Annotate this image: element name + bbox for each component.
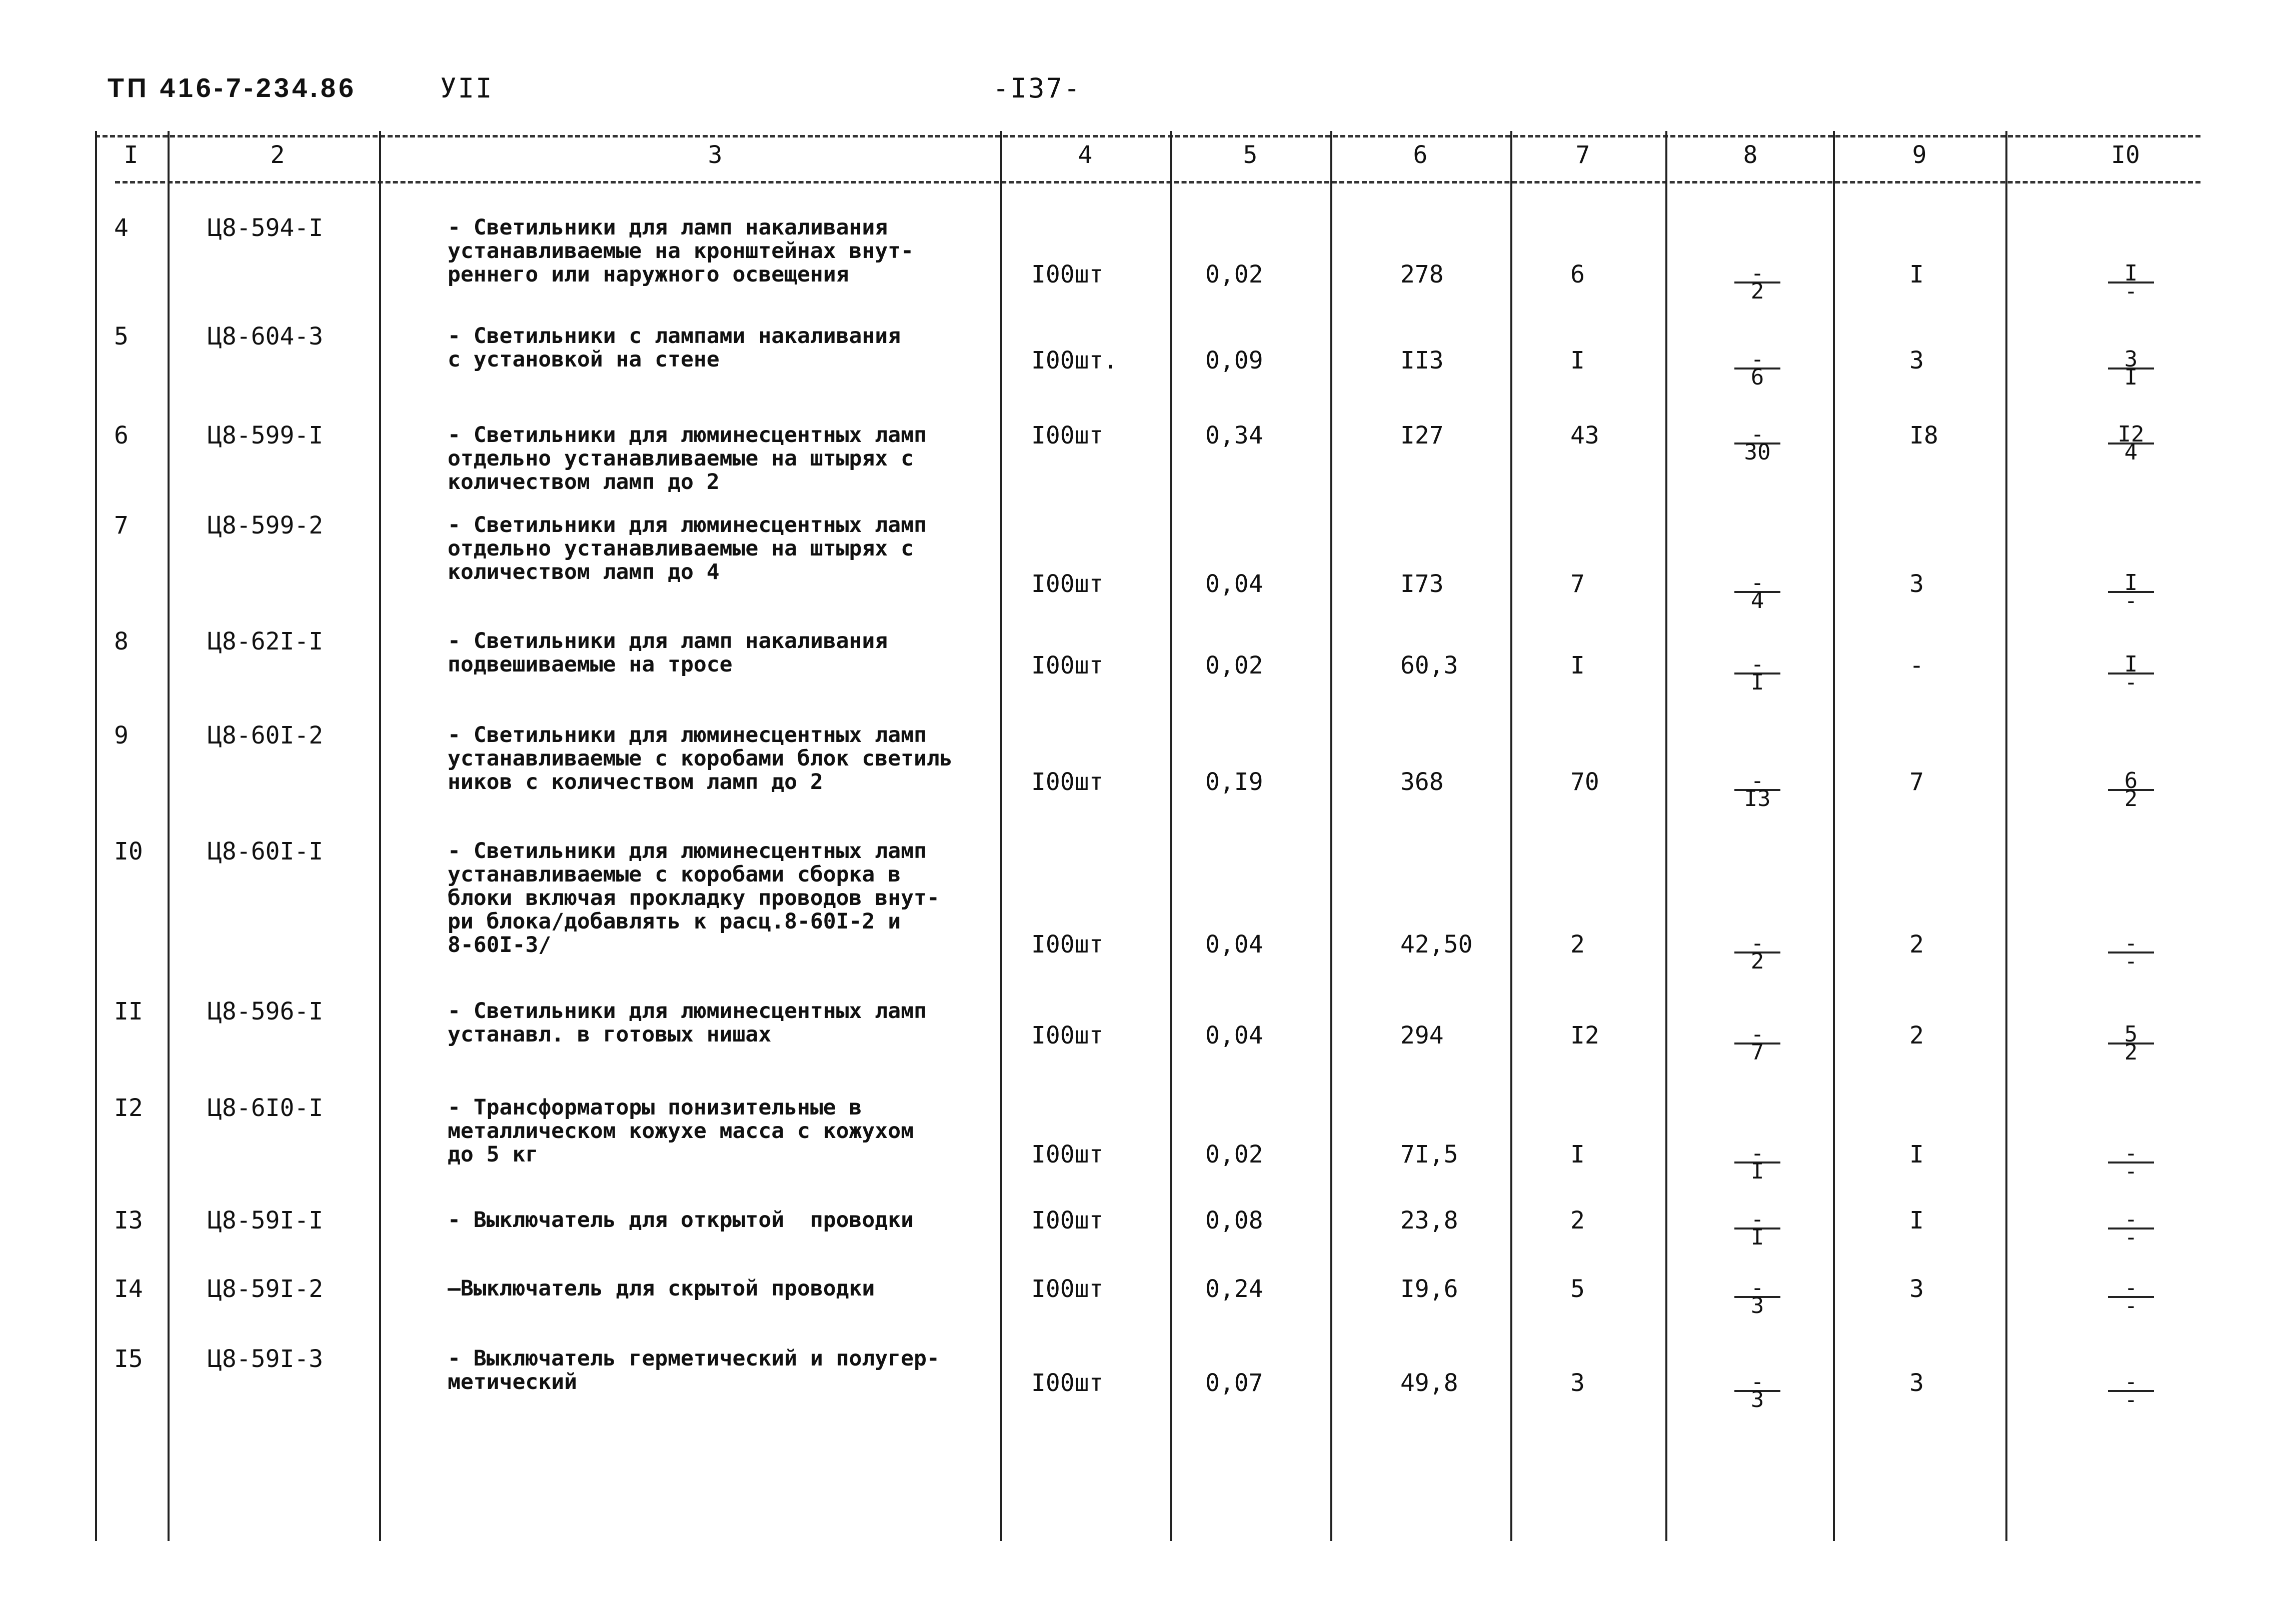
column-7-value: I2 bbox=[1570, 1022, 1599, 1050]
column-8-fraction-denominator: 4 bbox=[1750, 588, 1764, 614]
work-description: —Выключатель для скрытой проводки bbox=[448, 1276, 875, 1301]
column-10-fraction-numerator: - bbox=[2124, 1369, 2138, 1394]
column-divider bbox=[1510, 131, 1512, 1541]
column-8-fraction bbox=[1734, 1275, 1780, 1318]
row-number: 9 bbox=[114, 722, 129, 750]
column-10-fraction-numerator: - bbox=[2124, 1140, 2138, 1166]
work-description: - Трансформаторы понизительные в металлическом кожухе масса с кожухом до 5 кг bbox=[448, 1095, 914, 1167]
column-header: 3 bbox=[708, 141, 723, 169]
row-number: I4 bbox=[114, 1275, 143, 1303]
column-header: 4 bbox=[1078, 141, 1093, 169]
column-8-fraction-numerator: - bbox=[1750, 930, 1764, 956]
column-10-fraction bbox=[2108, 768, 2154, 812]
column-7-value: 7 bbox=[1570, 570, 1585, 598]
column-header: 6 bbox=[1413, 141, 1428, 169]
column-10-fraction bbox=[2108, 1206, 2154, 1250]
column-10-fraction bbox=[2108, 346, 2154, 390]
column-10-fraction bbox=[2108, 652, 2154, 695]
row-number: 7 bbox=[114, 512, 129, 540]
column-6-value: 368 bbox=[1400, 768, 1444, 796]
unit-of-measure: I00шт bbox=[1031, 422, 1104, 450]
rate-code: Ц8-59I-I bbox=[208, 1206, 324, 1234]
page-number: -I37- bbox=[993, 72, 1082, 104]
column-6-value: 60,3 bbox=[1400, 652, 1458, 680]
column-6-value: 42,50 bbox=[1400, 930, 1473, 958]
column-6-value: 7I,5 bbox=[1400, 1140, 1458, 1168]
quantity: 0,04 bbox=[1205, 570, 1263, 598]
rate-code: Ц8-599-I bbox=[208, 422, 324, 450]
column-9-value: I bbox=[1909, 1140, 1924, 1168]
column-10-fraction-denominator: 2 bbox=[2124, 786, 2138, 812]
column-8-fraction-denominator: I bbox=[1750, 670, 1764, 695]
column-8-fraction bbox=[1734, 652, 1780, 695]
column-9-value: I bbox=[1909, 1206, 1924, 1234]
unit-of-measure: I00шт bbox=[1031, 260, 1104, 288]
column-divider bbox=[1000, 131, 1002, 1541]
column-6-value: 49,8 bbox=[1400, 1369, 1458, 1397]
column-8-fraction bbox=[1734, 1140, 1780, 1184]
column-8-fraction bbox=[1734, 768, 1780, 812]
unit-of-measure: I00шт bbox=[1031, 1206, 1104, 1234]
unit-of-measure: I00шт bbox=[1031, 930, 1104, 958]
column-10-fraction-numerator: I bbox=[2124, 652, 2138, 677]
column-10-fraction-denominator: - bbox=[2124, 670, 2138, 695]
column-8-fraction-denominator: 6 bbox=[1750, 364, 1764, 390]
column-8-fraction bbox=[1734, 930, 1780, 974]
column-9-value: - bbox=[1909, 652, 1924, 680]
column-8-fraction bbox=[1734, 1369, 1780, 1412]
column-7-value: 70 bbox=[1570, 768, 1599, 796]
column-10-fraction-numerator: I2 bbox=[2117, 422, 2144, 447]
header-top-rule bbox=[95, 135, 2200, 138]
unit-of-measure: I00шт bbox=[1031, 570, 1104, 598]
work-description: - Светильники для люминесцентных ламп отдельно устанавливаемые на штырях с количеством ламп до 4 bbox=[448, 512, 927, 584]
column-8-fraction bbox=[1734, 570, 1780, 614]
column-6-value: I9,6 bbox=[1400, 1275, 1458, 1303]
column-10-fraction-numerator: - bbox=[2124, 1275, 2138, 1300]
column-10-fraction-denominator: - bbox=[2124, 948, 2138, 974]
column-header: 2 bbox=[270, 141, 285, 169]
rate-code: Ц8-594-I bbox=[208, 214, 324, 242]
column-6-value: 294 bbox=[1400, 1022, 1444, 1050]
column-divider bbox=[1330, 131, 1332, 1541]
column-8-fraction-denominator: 30 bbox=[1744, 440, 1771, 465]
column-divider bbox=[379, 131, 381, 1541]
unit-of-measure: I00шт bbox=[1031, 1140, 1104, 1168]
quantity: 0,24 bbox=[1205, 1275, 1263, 1303]
column-header: 5 bbox=[1243, 141, 1258, 169]
column-8-fraction-numerator: - bbox=[1750, 570, 1764, 596]
work-description: - Светильники для люминесцентных ламп устанавливаемые с коробами сборка в блоки включая прокладку проводов внут- ри блока/добавлять к расц.8-60I-2 и 8-60I-3/ bbox=[448, 838, 940, 958]
column-9-value: 3 bbox=[1909, 1369, 1924, 1397]
column-10-fraction-denominator: - bbox=[2124, 278, 2138, 304]
column-divider bbox=[168, 131, 170, 1541]
column-divider bbox=[95, 131, 97, 1541]
column-8-fraction bbox=[1734, 346, 1780, 390]
column-header: I bbox=[124, 141, 139, 169]
unit-of-measure: I00шт bbox=[1031, 1022, 1104, 1050]
work-description: - Светильники для ламп накаливания устанавливаемые на кронштейнах внут- реннего или наружного освещения bbox=[448, 215, 914, 287]
column-9-value: I bbox=[1909, 260, 1924, 288]
unit-of-measure: I00шт bbox=[1031, 1275, 1104, 1303]
column-8-fraction-denominator: 2 bbox=[1750, 278, 1764, 304]
work-description: - Выключатель герметический и полугер- метический bbox=[448, 1346, 940, 1394]
column-6-value: II3 bbox=[1400, 346, 1444, 374]
column-8-fraction-numerator: - bbox=[1750, 1022, 1764, 1047]
rate-code: Ц8-59I-2 bbox=[208, 1275, 324, 1303]
document-code: ТП 416-7-234.86 bbox=[108, 73, 357, 103]
column-divider bbox=[1833, 131, 1835, 1541]
row-number: 4 bbox=[114, 214, 129, 242]
column-10-fraction bbox=[2108, 260, 2154, 304]
column-10-fraction-numerator: 6 bbox=[2124, 768, 2138, 794]
column-10-fraction bbox=[2108, 1140, 2154, 1184]
column-8-fraction-denominator: 7 bbox=[1750, 1040, 1764, 1065]
column-10-fraction-numerator: I bbox=[2124, 260, 2138, 286]
rate-code: Ц8-596-I bbox=[208, 998, 324, 1026]
quantity: 0,09 bbox=[1205, 346, 1263, 374]
column-header: 8 bbox=[1743, 141, 1758, 169]
column-10-fraction-numerator: - bbox=[2124, 1206, 2138, 1232]
column-10-fraction-denominator: - bbox=[2124, 1293, 2138, 1318]
quantity: 0,02 bbox=[1205, 652, 1263, 680]
quantity: 0,02 bbox=[1205, 260, 1263, 288]
column-6-value: 278 bbox=[1400, 260, 1444, 288]
rate-code: Ц8-62I-I bbox=[208, 628, 324, 656]
row-number: 8 bbox=[114, 628, 129, 656]
column-divider bbox=[1170, 131, 1172, 1541]
row-number: I2 bbox=[114, 1094, 143, 1122]
column-header: 9 bbox=[1912, 141, 1927, 169]
column-7-value: 6 bbox=[1570, 260, 1585, 288]
work-description: - Выключатель для открытой проводки bbox=[448, 1208, 914, 1232]
column-7-value: 5 bbox=[1570, 1275, 1585, 1303]
column-9-value: I8 bbox=[1909, 422, 1938, 450]
column-8-fraction-numerator: - bbox=[1750, 1369, 1764, 1394]
rate-code: Ц8-6I0-I bbox=[208, 1094, 324, 1122]
quantity: 0,34 bbox=[1205, 422, 1263, 450]
column-8-fraction-numerator: - bbox=[1750, 1206, 1764, 1232]
column-9-value: 7 bbox=[1909, 768, 1924, 796]
column-10-fraction bbox=[2108, 1022, 2154, 1065]
rate-code: Ц8-599-2 bbox=[208, 512, 324, 540]
quantity: 0,I9 bbox=[1205, 768, 1263, 796]
rate-code: Ц8-60I-2 bbox=[208, 722, 324, 750]
row-number: II bbox=[114, 998, 143, 1026]
column-8-fraction-numerator: - bbox=[1750, 1140, 1764, 1166]
rate-code: Ц8-59I-3 bbox=[208, 1345, 324, 1373]
column-8-fraction bbox=[1734, 1022, 1780, 1065]
quantity: 0,08 bbox=[1205, 1206, 1263, 1234]
column-9-value: 3 bbox=[1909, 1275, 1924, 1303]
unit-of-measure: I00шт bbox=[1031, 768, 1104, 796]
work-description: - Светильники для люминесцентных ламп устанавливаемые с коробами блок светиль ников с количеством ламп до 2 bbox=[448, 722, 953, 794]
column-9-value: 2 bbox=[1909, 930, 1924, 958]
work-description: - Светильники для люминесцентных ламп отдельно устанавливаемые на штырях с количеством ламп до 2 bbox=[448, 422, 927, 494]
column-8-fraction-numerator: - bbox=[1750, 422, 1764, 447]
column-6-value: I73 bbox=[1400, 570, 1444, 598]
column-8-fraction-numerator: - bbox=[1750, 346, 1764, 372]
document-section: УII bbox=[440, 72, 494, 104]
column-9-value: 2 bbox=[1909, 1022, 1924, 1050]
column-10-fraction bbox=[2108, 570, 2154, 614]
unit-of-measure: I00шт bbox=[1031, 1369, 1104, 1397]
column-8-fraction bbox=[1734, 1206, 1780, 1250]
column-8-fraction-numerator: - bbox=[1750, 260, 1764, 286]
quantity: 0,04 bbox=[1205, 1022, 1263, 1050]
column-10-fraction-denominator: - bbox=[2124, 1224, 2138, 1250]
column-7-value: 3 bbox=[1570, 1369, 1585, 1397]
column-8-fraction-denominator: I3 bbox=[1744, 786, 1771, 812]
column-7-value: I bbox=[1570, 1140, 1585, 1168]
column-divider bbox=[1665, 131, 1667, 1541]
row-number: I5 bbox=[114, 1345, 143, 1373]
column-10-fraction bbox=[2108, 1275, 2154, 1318]
column-10-fraction-denominator: 4 bbox=[2124, 440, 2138, 465]
column-9-value: 3 bbox=[1909, 346, 1924, 374]
column-8-fraction-denominator: 2 bbox=[1750, 948, 1764, 974]
column-10-fraction-denominator: - bbox=[2124, 1158, 2138, 1184]
column-7-value: I bbox=[1570, 652, 1585, 680]
column-10-fraction-numerator: 5 bbox=[2124, 1022, 2138, 1047]
quantity: 0,07 bbox=[1205, 1369, 1263, 1397]
rate-code: Ц8-604-3 bbox=[208, 322, 324, 350]
column-10-fraction-denominator: - bbox=[2124, 1387, 2138, 1412]
quantity: 0,04 bbox=[1205, 930, 1263, 958]
column-7-value: 43 bbox=[1570, 422, 1599, 450]
rate-code: Ц8-60I-I bbox=[208, 838, 324, 866]
column-10-fraction-denominator: - bbox=[2124, 588, 2138, 614]
column-10-fraction bbox=[2108, 1369, 2154, 1412]
column-6-value: 23,8 bbox=[1400, 1206, 1458, 1234]
work-description: - Светильники для люминесцентных ламп устанавл. в готовых нишах bbox=[448, 998, 927, 1047]
column-10-fraction-numerator: I bbox=[2124, 570, 2138, 596]
column-9-value: 3 bbox=[1909, 570, 1924, 598]
column-divider bbox=[2005, 131, 2007, 1541]
unit-of-measure: I00шт. bbox=[1031, 346, 1118, 374]
column-header: I0 bbox=[2111, 141, 2140, 169]
column-7-value: 2 bbox=[1570, 930, 1585, 958]
column-8-fraction-denominator: 3 bbox=[1750, 1387, 1764, 1412]
column-8-fraction-denominator: 3 bbox=[1750, 1293, 1764, 1318]
quantity: 0,02 bbox=[1205, 1140, 1263, 1168]
column-8-fraction-denominator: I bbox=[1750, 1224, 1764, 1250]
column-7-value: 2 bbox=[1570, 1206, 1585, 1234]
column-8-fraction bbox=[1734, 260, 1780, 304]
column-10-fraction-denominator: 2 bbox=[2124, 1040, 2138, 1065]
column-8-fraction-numerator: - bbox=[1750, 768, 1764, 794]
column-10-fraction-denominator: I bbox=[2124, 364, 2138, 390]
column-8-fraction-numerator: - bbox=[1750, 652, 1764, 677]
column-8-fraction-numerator: - bbox=[1750, 1275, 1764, 1300]
column-8-fraction bbox=[1734, 422, 1780, 465]
column-10-fraction-numerator: - bbox=[2124, 930, 2138, 956]
unit-of-measure: I00шт bbox=[1031, 652, 1104, 680]
work-description: - Светильники с лампами накаливания с установкой на стене bbox=[448, 324, 901, 372]
column-10-fraction bbox=[2108, 930, 2154, 974]
row-number: 5 bbox=[114, 322, 129, 350]
column-10-fraction-numerator: 3 bbox=[2124, 346, 2138, 372]
column-10-fraction bbox=[2108, 422, 2154, 465]
column-8-fraction-denominator: I bbox=[1750, 1158, 1764, 1184]
work-description: - Светильники для ламп накаливания подвешиваемые на тросе bbox=[448, 628, 888, 677]
row-number: I3 bbox=[114, 1206, 143, 1234]
column-6-value: I27 bbox=[1400, 422, 1444, 450]
row-number: I0 bbox=[114, 838, 143, 866]
column-7-value: I bbox=[1570, 346, 1585, 374]
header-bottom-rule bbox=[115, 181, 2200, 184]
row-number: 6 bbox=[114, 422, 129, 450]
column-header: 7 bbox=[1575, 141, 1590, 169]
